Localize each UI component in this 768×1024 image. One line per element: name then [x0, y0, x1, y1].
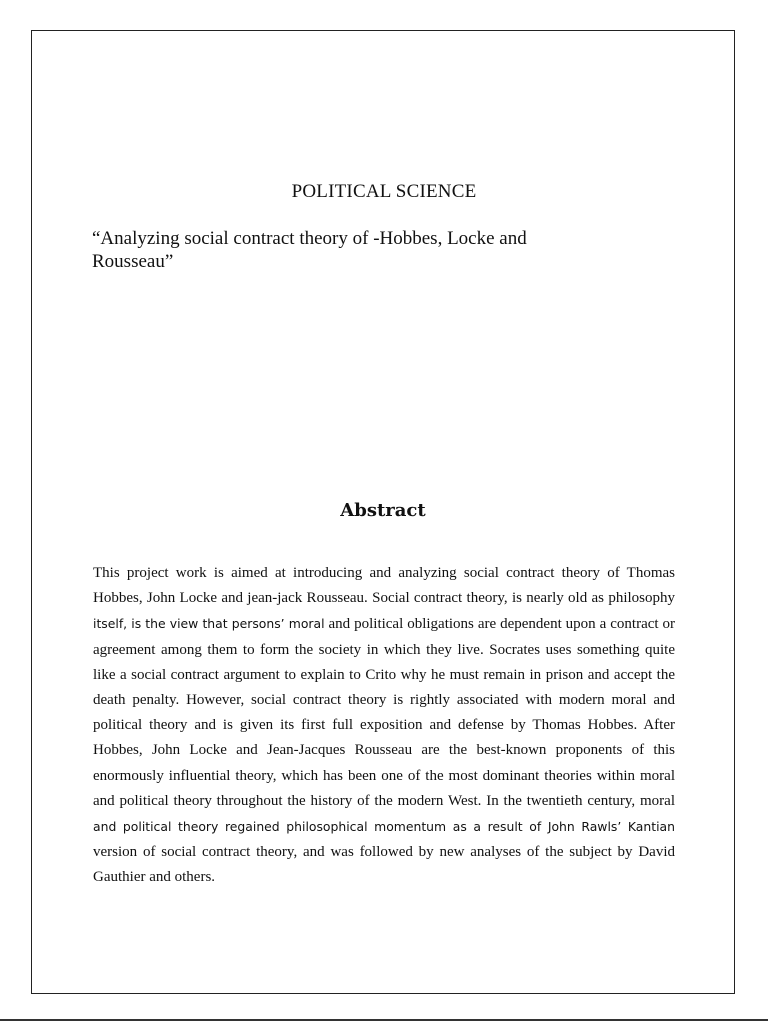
document-title: “Analyzing social contract theory of -Hobbes, Locke and Rousseau”: [92, 228, 527, 272]
abstract-heading: Abstract: [340, 500, 426, 521]
abstract-text-segment: version of social contract theory, and was followed by new analyses of the subject by David Gauthier and others.: [93, 844, 675, 886]
abstract-text-segment: and political obligations are dependent upon a contract or agreement among them to form the society in which they live. Socrates uses something quite like a social contract argument to explain to Crito why he must remain in prison and accept the death penalty. However, social contract theory is rightly associated with modern moral and political theory and is given its first full exposition and defense by Thomas Hobbes. After Hobbes, John Locke and Jean-Jacques Rousseau are the best-known proponents of this enormously influential theory, which has been one of the most dominant theories within moral and political theory throughout the history of the modern West. In the twentieth century, moral: [93, 616, 675, 809]
abstract-text-segment: This project work is aimed at introducing and analyzing social contract theory of Thomas Hobbes, John Locke and jean-jack Rousseau. Social contract theory, is nearly old as philosophy: [93, 565, 675, 607]
abstract-text-segment: and political theory regained philosophical momentum as a result of John Rawls’ Kantian: [93, 819, 675, 835]
abstract-text-segment: itself, is the view that persons’ moral: [93, 616, 325, 632]
abstract-body: [93, 561, 675, 891]
bottom-rule: [0, 1019, 768, 1021]
document-subject: POLITICAL SCIENCE: [291, 181, 477, 202]
